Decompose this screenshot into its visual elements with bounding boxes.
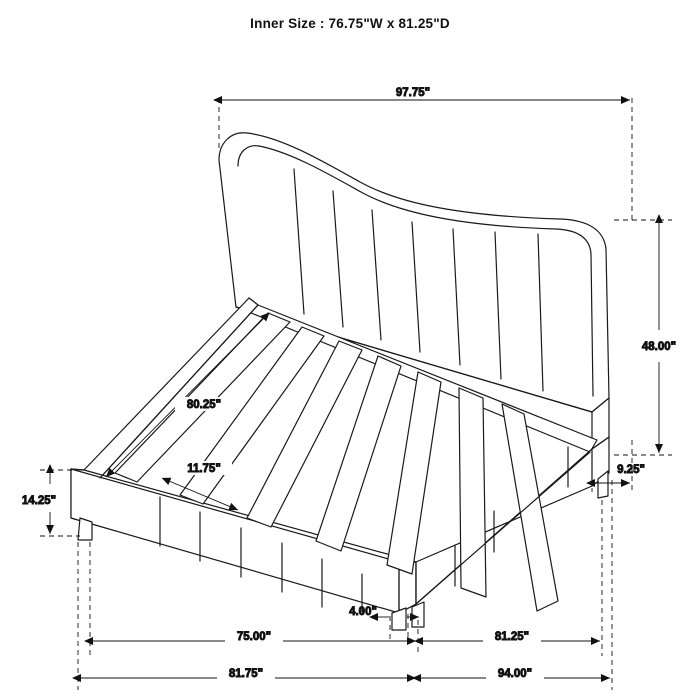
dim-right-height <box>614 220 672 455</box>
leg-front-left <box>78 518 92 540</box>
dim-label-leg-width: 4.00" <box>349 606 377 618</box>
dim-label-bottom-right: 81.25" <box>494 631 530 643</box>
leg-right-rear <box>598 471 608 498</box>
dim-label-base-left: 81.75" <box>228 668 264 680</box>
dim-label-slat-diagonal: 80.25" <box>186 399 222 411</box>
dim-base-right <box>420 480 612 690</box>
dim-label-left-rail-height: 14.25" <box>21 495 57 507</box>
dim-label-bottom-left: 75.00" <box>236 631 272 643</box>
dim-label-right-height: 48.00" <box>641 341 677 353</box>
dim-label-slat-width: 11.75" <box>187 463 221 475</box>
bed-illustration <box>71 133 609 630</box>
dim-label-right-rail: 9.25" <box>617 464 645 476</box>
dim-label-base-right: 94.00" <box>497 668 533 680</box>
slat-support-rail-right <box>416 452 590 604</box>
dim-label-top-width: 97.75" <box>395 87 431 99</box>
page-title: Inner Size : 76.75"W x 81.25"D <box>250 16 450 31</box>
